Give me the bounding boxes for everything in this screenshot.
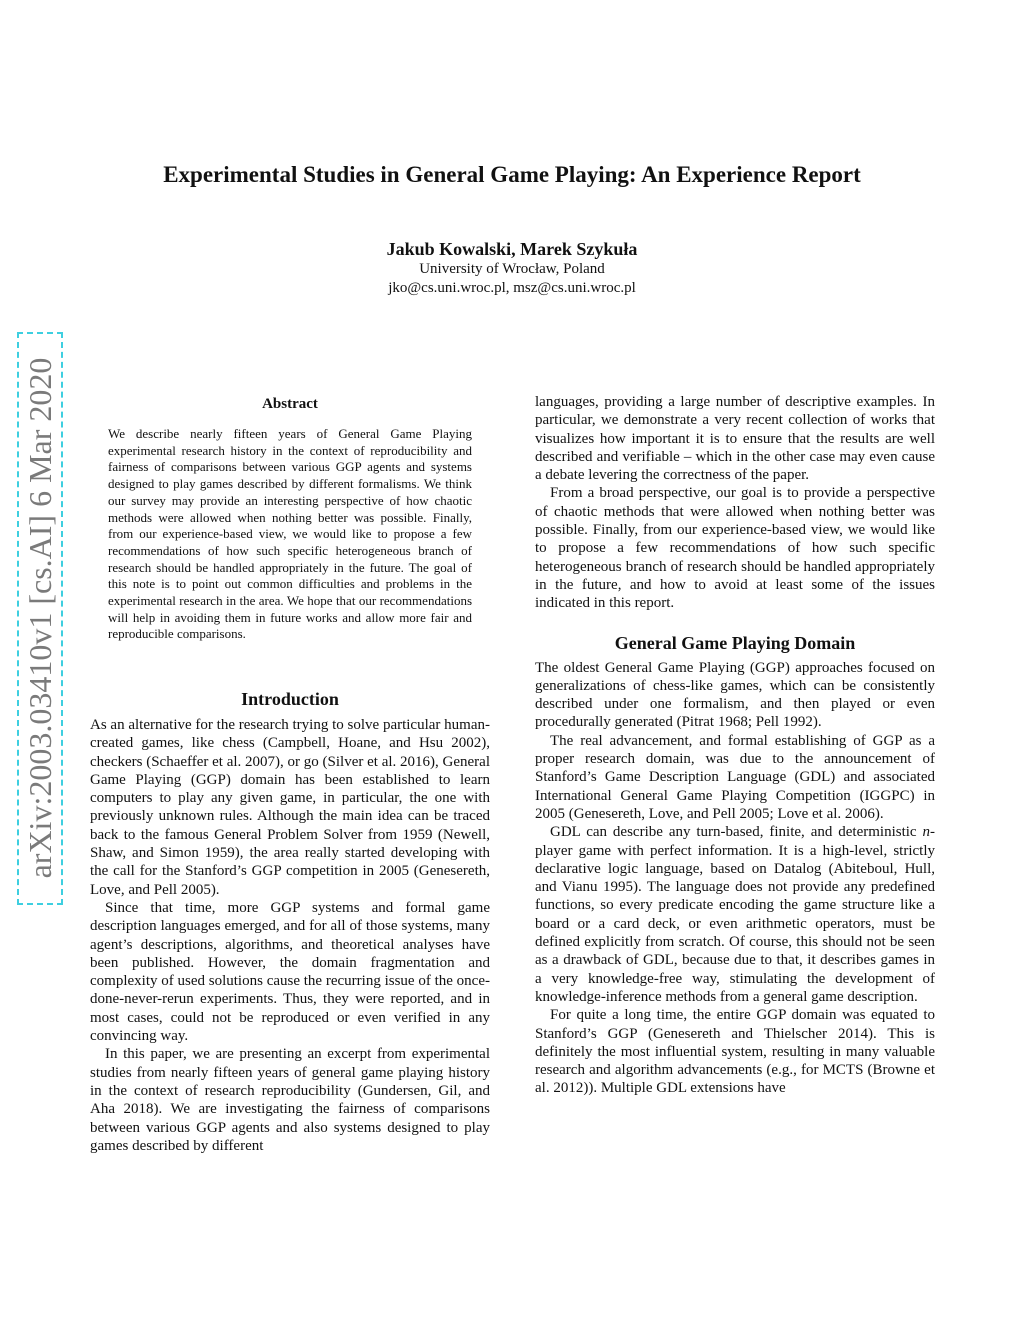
intro-paragraph-1: As an alternative for the research trying to solve particular human-created games, like chess (Campbell, Hoane, and Hsu 2002), checkers (Schaeffer et al. 2007), or go (Silver et al. 2016), General Game Playing (GGP) domain has been established to learn computers to play any given game, in particular, the one with previously unknown rules. Although the main idea can be traced back to the famous General Problem Solver from 1959 (Newell, Shaw, and Simon 1959), the area really started developing with the call for the Stanford’s GGP competition in 2005 (Genesereth, Love, and Pell 2005). xyxy=(90,717,490,898)
ggp-paragraph-3 xyxy=(535,823,935,1006)
arxiv-identifier: arXiv:2003.03410v1 [cs.AI] 6 Mar 2020 xyxy=(22,357,58,879)
abstract-body xyxy=(108,426,472,643)
paper-title: Experimental Studies in General Game Playing: An Experience Report xyxy=(163,162,861,187)
ggp-domain-heading: General Game Playing Domain xyxy=(614,632,856,653)
math-n-player: n xyxy=(922,824,930,841)
author-affiliation: University of Wrocław, Poland xyxy=(419,261,605,277)
ggp-paragraph-4: For quite a long time, the entire GGP domain was equated to Stanford’s GGP (Genesereth and Thielscher 2014). This is definitely the most influential system, resulting in many valuable research and algorithm advancements (e.g., for MCTS (Browne et al. 2012)). Multiple GDL extensions have xyxy=(535,1007,935,1097)
introduction-heading: Introduction xyxy=(241,689,339,709)
ggp-paragraph-2: The real advancement, and formal establishing of GGP as a proper research domain, was due to the announcement of Stanford’s Game Description Language (GDL) and associated International General Game Playing Competition (IGGPC) in 2005 (Genesereth, Love, and Pell 2005; Love et al. 2006). xyxy=(535,732,935,822)
intro-paragraph-3: In this paper, we are presenting an excerpt from experimental studies from nearly fifteen years of general game playing history in the context of research reproducibility (Gundersen, Gil, and Aha 2018). We are investigating the fairness of comparisons between various GGP agents and also systems designed to play games described by different xyxy=(90,1046,490,1154)
ggp-paragraph-3-start: GDL can describe any turn-based, finite, and deterministic xyxy=(550,824,923,841)
author-emails: jko@cs.uni.wroc.pl, msz@cs.uni.wroc.pl xyxy=(388,280,636,296)
intro-continuation-paragraph: languages, providing a large number of descriptive examples. In particular, we demonstrate a very recent collection of works that visualizes how important it is to ensure that the results are well described and verifiable – which in the other case may even cause a debate levering the correctness of the paper. xyxy=(535,394,935,484)
ggp-paragraph-1: The oldest General Game Playing (GGP) approaches focused on generalizations of chess-like games, which can be consistently described under one formalism, and then played or even procedurally generated (Pitrat 1968; Pell 1992). xyxy=(535,659,935,731)
author-names: Jakub Kowalski, Marek Szykuła xyxy=(386,239,638,259)
arxiv-identifier-stamp xyxy=(17,332,63,905)
abstract-heading: Abstract xyxy=(262,396,318,412)
intro-paragraph-2: Since that time, more GGP systems and formal game description languages emerged, and for all of those systems, many agent’s descriptions, algorithms, and theoretical analyses have been published. However, the domain fragmentation and complexity of used solutions cause the recurring issue of the once-done-never-rerun experiments. Thus, they were reported, and in most cases, could not be reproduced or even verified in any convincing way. xyxy=(90,899,490,1045)
intro-goal-paragraph: From a broad perspective, our goal is to provide a perspective of chaotic methods that were allowed when nothing better was possible. Finally, from our experience-based view, we would like to propose a few recommendations of how such specific heterogeneous branch of research should be handled appropriately in the future, and how to avoid at least some of the issues indicated in this report. xyxy=(535,485,935,612)
left-column xyxy=(90,687,490,1155)
ggp-paragraph-3-rest: -player game with perfect information. It is a high-level, strictly declarative logic language, based on Datalog (Abiteboul, Hull, and Vianu 1995). The language does not provide any predefined functions, so every predicate encoding the game structure like a board or a card deck, or even arithmetic operators, must be defined explicitly from scratch. Of course, this should not be seen as a drawback of GDL, because due to that, it describes games in a very knowledge-free way, stimulating the development of knowledge-inference methods from a general game description. xyxy=(535,824,935,1005)
right-column xyxy=(535,393,935,1098)
abstract-text: We describe nearly fifteen years of General Game Playing experimental research history in the context of reproducibility and fairness of comparisons between various GGP agents and systems designed to play games described by different formalisms. We think our survey may provide an interesting perspective of how chaotic methods were allowed when nothing better was possible. Finally, from our experience-based view, we would like to propose a few recommendations of how such specific heterogeneous branch of research should be handled appropriately in the future. The goal of this note is to point out common difficulties and problems in the experimental research in the area. We hope that our recommendations will help in avoiding them in future works and allow more fair and reproducible comparisons. xyxy=(108,426,472,642)
